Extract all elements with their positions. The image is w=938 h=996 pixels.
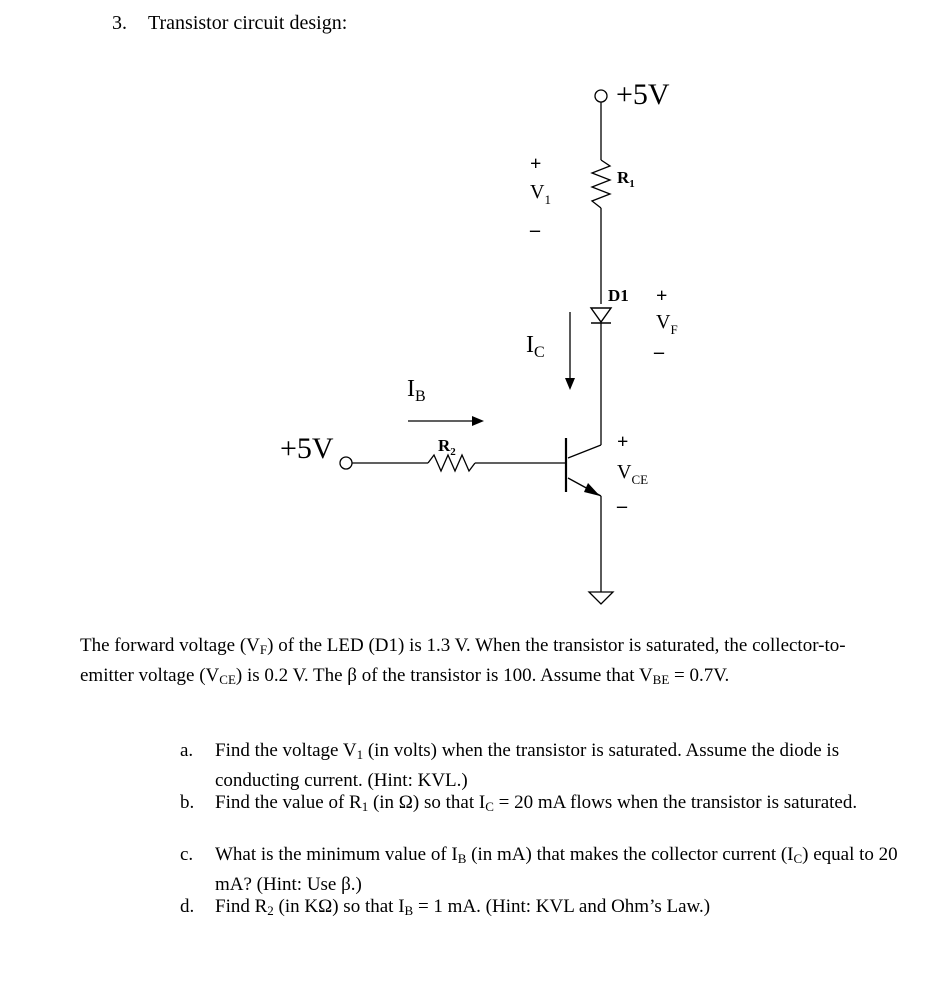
supply-terminal-left xyxy=(340,457,352,469)
ic-arrowhead xyxy=(565,378,575,390)
resistor-r1 xyxy=(592,160,610,208)
v1-label: $V_1$ xyxy=(530,181,551,207)
problem-description: The forward voltage $(V_F)$ of the LED (D1) is 1.3 V. When the transistor is saturated, the collector-to-emitter voltage $(V_{CE})$ is 0.2 V. The β of the transistor is 100. Assume that $V_{BE} = 0.7V$. xyxy=(80,635,846,687)
supply-terminal-top xyxy=(595,90,607,102)
vf-minus: – xyxy=(654,341,664,363)
vce-plus: + xyxy=(617,431,629,453)
vce-minus: – xyxy=(617,495,627,517)
r1-label: $R_1$ xyxy=(617,168,635,190)
vce-label: $V_{CE}$ xyxy=(617,461,649,487)
question-d: d. Find $R_2$ (in KΩ) so that $I_B = 1$ mA. (Hint: KVL and Ohm’s Law.) xyxy=(180,896,711,918)
r2-label: $R_2$ xyxy=(438,436,456,458)
question-letter: a. xyxy=(180,740,194,761)
problem-title: Transistor circuit design: xyxy=(148,12,348,34)
problem-number: 3. xyxy=(112,12,127,34)
v1-minus: – xyxy=(530,219,540,241)
ground-symbol xyxy=(589,592,613,604)
v1-plus: + xyxy=(530,153,542,175)
vf-plus: + xyxy=(656,285,668,307)
question-b: b. Find the value of $R_1$ (in Ω) so that $I_C = 20$ mA flows when the transistor is saturated. xyxy=(180,792,858,814)
diode-d1 xyxy=(591,308,611,322)
question-a: a. Find the voltage $V_1$ (in volts) when the transistor is saturated. Assume the diode is conducting current. (Hint: KVL.) xyxy=(180,740,840,791)
ib-label: $I_B$ xyxy=(407,376,426,405)
d1-label: D1 xyxy=(608,286,629,305)
question-c: c. What is the minimum value of $I_B$ (in mA) that makes the collector current $(I_C)$ equal to 20 mA? (Hint: Use β.) xyxy=(180,844,898,895)
question-letter: d. xyxy=(180,896,195,917)
question-letter: b. xyxy=(180,792,195,813)
ib-arrowhead xyxy=(472,416,484,426)
supply-top-label: +5V xyxy=(616,78,670,111)
ic-label: $I_C$ xyxy=(526,332,545,361)
supply-left-label: +5V xyxy=(280,432,334,465)
transistor-collector xyxy=(568,445,601,458)
question-letter: c. xyxy=(180,844,194,865)
emitter-arrowhead xyxy=(584,483,600,496)
vf-label: $V_F$ xyxy=(656,311,678,337)
